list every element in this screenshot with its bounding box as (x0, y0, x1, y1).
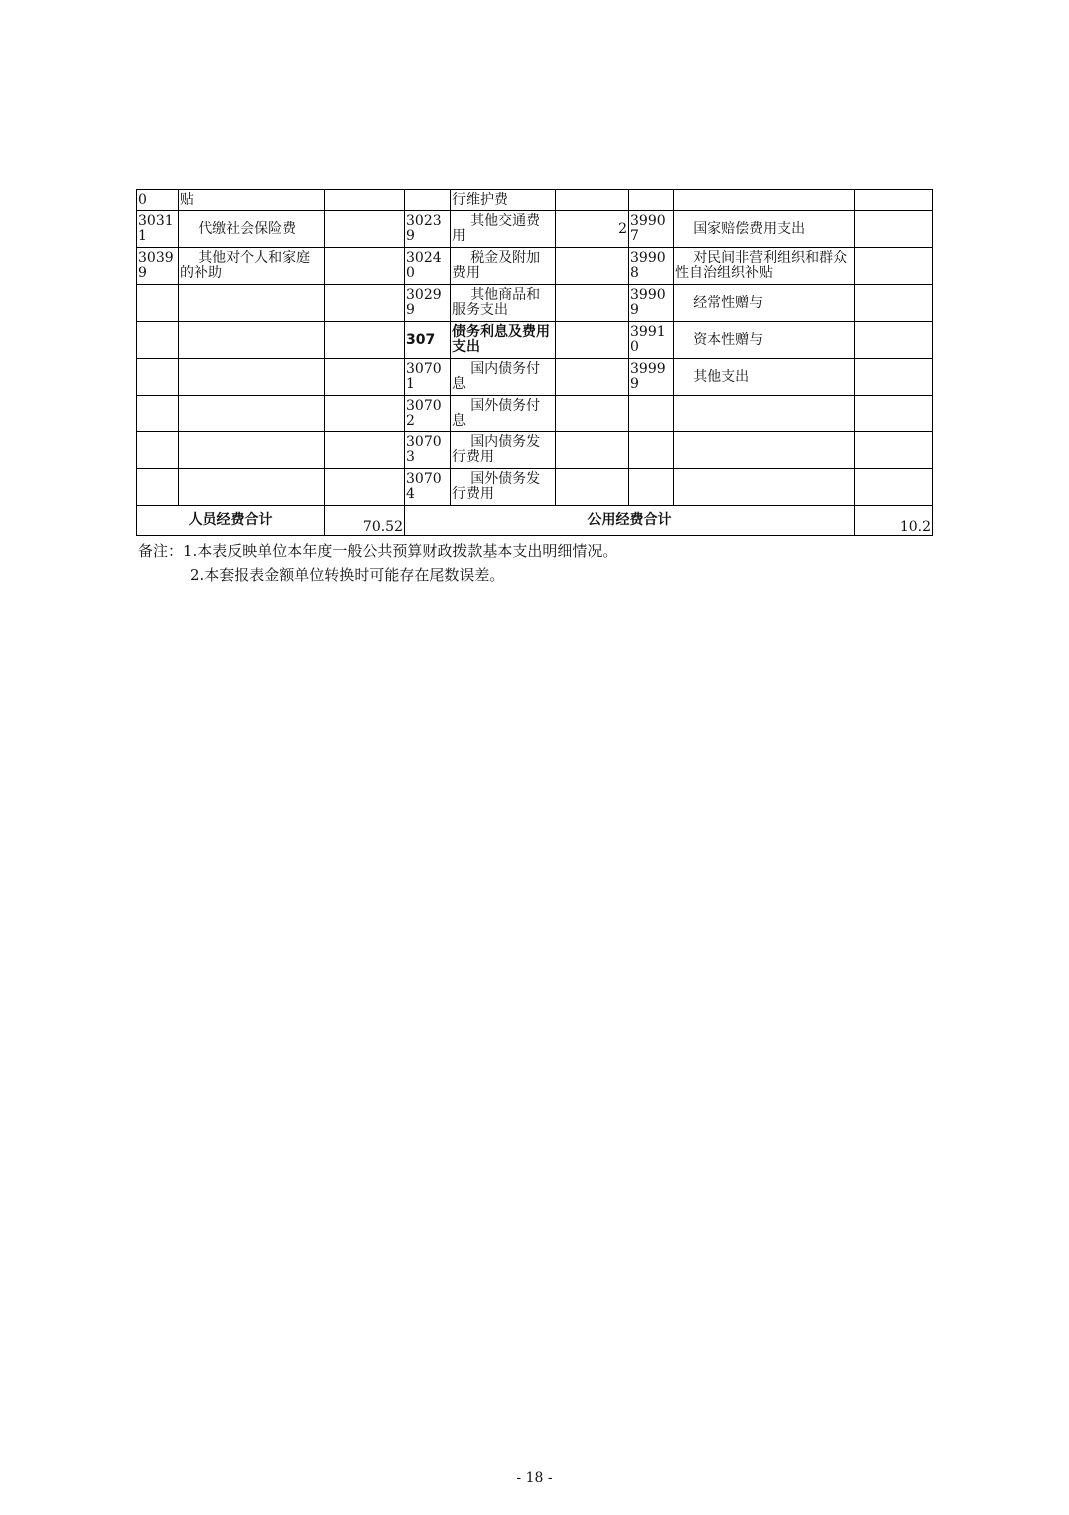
table-cell (325, 190, 405, 211)
table-cell: 行维护费 (451, 190, 556, 211)
table-cell: 30399 (137, 248, 179, 285)
table-cell (674, 469, 855, 506)
table-cell: 30311 (137, 211, 179, 248)
table-body (137, 190, 933, 506)
table-cell (137, 285, 179, 322)
table-cell (179, 285, 325, 322)
totals-row (137, 506, 933, 536)
table-cell: 39908 (629, 248, 674, 285)
table-cell (674, 396, 855, 432)
table-cell (179, 469, 325, 506)
table-cell: 30240 (405, 248, 451, 285)
table-cell (325, 322, 405, 359)
table-cell (629, 432, 674, 469)
note-line-2: 2.本套报表金额单位转换时可能存在尾数误差。 (190, 566, 505, 584)
table-cell: 对民间非营利组织和群众性自治组织补贴 (674, 248, 855, 285)
table-cell (855, 432, 933, 469)
table-cell (179, 322, 325, 359)
table-cell (855, 285, 933, 322)
table-cell (855, 248, 933, 285)
table-cell (325, 359, 405, 396)
table-cell (629, 396, 674, 432)
table-cell (325, 469, 405, 506)
notes (138, 539, 617, 587)
table-cell: 国外债务付息 (451, 396, 556, 432)
table-cell: 30701 (405, 359, 451, 396)
table-cell: 30703 (405, 432, 451, 469)
table-row (137, 359, 933, 396)
table-cell (325, 248, 405, 285)
table-cell (855, 190, 933, 211)
table-cell (405, 190, 451, 211)
table-cell (629, 469, 674, 506)
table-cell: 税金及附加费用 (451, 248, 556, 285)
table-cell (855, 359, 933, 396)
public-total-value: 10.2 (855, 506, 933, 536)
table-row (137, 396, 933, 432)
table-cell: 0 (137, 190, 179, 211)
table-row (137, 248, 933, 285)
table-cell: 资本性赠与 (674, 322, 855, 359)
table-cell (325, 211, 405, 248)
table-row (137, 469, 933, 506)
table-cell (179, 396, 325, 432)
table-cell: 39907 (629, 211, 674, 248)
table-row (137, 211, 933, 248)
table-cell: 39910 (629, 322, 674, 359)
table-cell (556, 285, 629, 322)
table-cell (855, 322, 933, 359)
note-line-1: 备注：1.本表反映单位本年度一般公共预算财政拨款基本支出明细情况。 (138, 542, 618, 560)
table-cell (855, 211, 933, 248)
table-cell: 39999 (629, 359, 674, 396)
table-cell (556, 469, 629, 506)
table-cell: 307 (405, 322, 451, 359)
table-cell: 其他支出 (674, 359, 855, 396)
table-cell (325, 432, 405, 469)
table-cell: 国家赔偿费用支出 (674, 211, 855, 248)
table-cell: 其他商品和服务支出 (451, 285, 556, 322)
personnel-total-value: 70.52 (325, 506, 405, 536)
table-cell: 30702 (405, 396, 451, 432)
table-cell: 其他对个人和家庭的补助 (179, 248, 325, 285)
table-cell (629, 190, 674, 211)
table-cell (556, 432, 629, 469)
table-cell: 30299 (405, 285, 451, 322)
table-row (137, 190, 933, 211)
table-cell (556, 248, 629, 285)
table-cell: 国内债务发行费用 (451, 432, 556, 469)
table-cell (556, 359, 629, 396)
table-cell: 国外债务发行费用 (451, 469, 556, 506)
table-cell: 30239 (405, 211, 451, 248)
table-cell (325, 285, 405, 322)
table-cell: 其他交通费用 (451, 211, 556, 248)
table-cell (179, 359, 325, 396)
table-cell (674, 432, 855, 469)
table-cell (137, 469, 179, 506)
table-cell (137, 359, 179, 396)
page-number: - 18 - (516, 1470, 553, 1486)
table-cell (179, 432, 325, 469)
table-row (137, 322, 933, 359)
personnel-total-label: 人员经费合计 (137, 506, 325, 536)
table-cell (556, 322, 629, 359)
table-cell (556, 190, 629, 211)
table-cell: 贴 (179, 190, 325, 211)
table-cell (855, 396, 933, 432)
table-row (137, 432, 933, 469)
table-cell (137, 432, 179, 469)
table-cell (325, 396, 405, 432)
table-cell (855, 469, 933, 506)
table-cell (137, 396, 179, 432)
expenditure-detail-table (136, 189, 933, 536)
table-cell: 39909 (629, 285, 674, 322)
table-cell: 2 (556, 211, 629, 248)
table-cell: 30704 (405, 469, 451, 506)
table-cell (674, 190, 855, 211)
table-cell: 国内债务付息 (451, 359, 556, 396)
table-cell (137, 322, 179, 359)
table-row (137, 285, 933, 322)
table-cell: 债务利息及费用支出 (451, 322, 556, 359)
table-cell (556, 396, 629, 432)
table-cell: 代缴社会保险费 (179, 211, 325, 248)
public-total-label: 公用经费合计 (405, 506, 855, 536)
table-cell: 经常性赠与 (674, 285, 855, 322)
